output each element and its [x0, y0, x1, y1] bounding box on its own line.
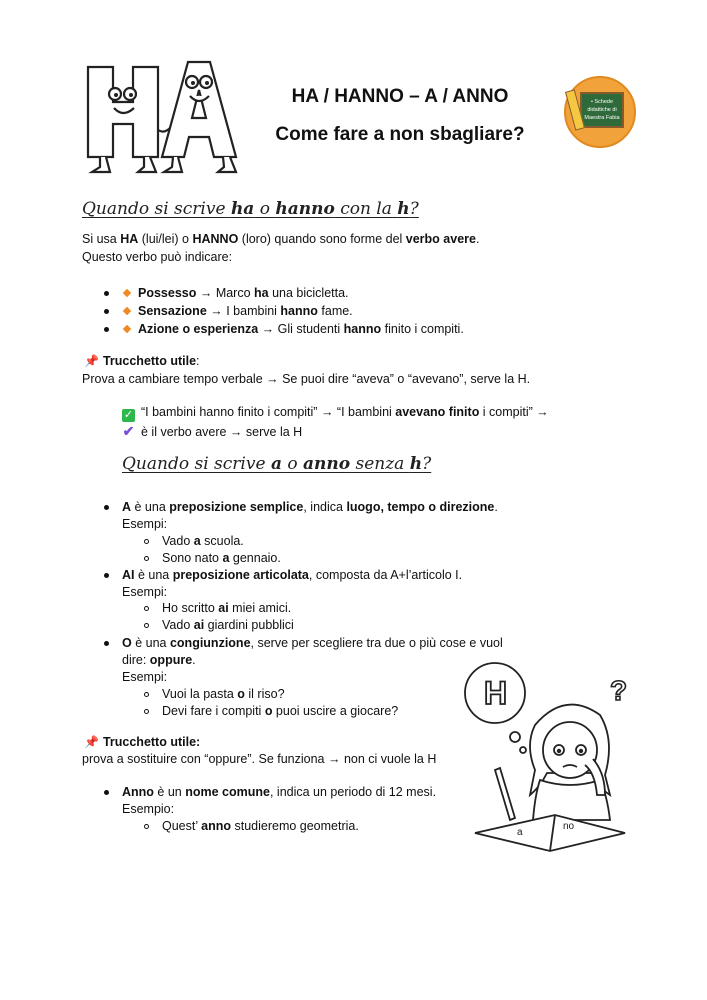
list-item-anno: Anno è un nome comune, indica un periodo di 12 mesi.	[122, 785, 437, 799]
list-item: Possesso → Marco ha una bicicletta.	[122, 284, 349, 302]
esempi-label: Esempi:	[122, 585, 168, 599]
diamond-icon	[123, 325, 131, 333]
pushpin-icon: 📌	[84, 354, 99, 368]
section-heading-with-h: Quando si scrive ha o hanno con la h?	[82, 199, 419, 219]
diamond-icon	[123, 307, 131, 315]
thought-letter: H	[484, 675, 508, 711]
sub-item: Vado a scuola.	[162, 534, 244, 548]
esempi-label: Esempi:	[122, 670, 168, 684]
sub-item: Vuoi la pasta o il riso?	[162, 687, 285, 701]
bullet	[104, 573, 109, 578]
bullet	[104, 641, 109, 646]
diamond-icon	[123, 289, 131, 297]
thinking-girl-illustration	[455, 655, 640, 855]
sub-bullet	[144, 556, 149, 561]
logo-board	[580, 92, 624, 128]
list-item-o: O è una congiunzione, serve per scegliere tra due o più cose e vuol	[122, 636, 503, 650]
sub-bullet	[144, 709, 149, 714]
intro-text-2: Questo verbo può indicare:	[82, 250, 233, 264]
tip-label-2: 📌 Trucchetto utile:	[84, 735, 201, 749]
notebook-word-2: no	[563, 821, 575, 832]
sub-item: Sono nato a gennaio.	[162, 551, 281, 565]
sub-item: Vado ai giardini pubblici	[162, 618, 294, 632]
logo-text-3: Maestra Fabia	[584, 115, 620, 121]
check-box-icon: ✓	[123, 409, 134, 421]
sub-bullet	[144, 606, 149, 611]
check-mark-icon: ✔	[122, 423, 135, 439]
logo-text-1: • Schede	[590, 99, 614, 105]
bullet	[104, 309, 109, 314]
page-subtitle: Come fare a non sbagliare?	[275, 124, 525, 145]
sub-bullet	[144, 539, 149, 544]
bullet	[104, 291, 109, 296]
intro-text: Si usa HA (lui/lei) o HANNO (loro) quando sono forme del verbo avere.	[82, 232, 480, 246]
logo	[564, 76, 636, 148]
sub-bullet	[144, 692, 149, 697]
notebook-word-1: a	[517, 827, 523, 838]
sub-item: Devi fare i compiti o puoi uscire a giocare?	[162, 704, 399, 718]
pushpin-icon: 📌	[84, 735, 99, 749]
list-item-ai: AI è una preposizione articolata, composta da A+l’articolo I.	[122, 568, 463, 582]
logo-text-2: didattiche di	[587, 107, 617, 113]
list-item: Azione o esperienza → Gli studenti hanno finito i compiti.	[122, 320, 464, 338]
page-title: HA / HANNO – A / ANNO	[291, 86, 509, 107]
sub-item: Ho scritto ai miei amici.	[162, 601, 292, 615]
esempi-label: Esempi:	[122, 517, 168, 531]
list-item-a: A è una preposizione semplice, indica luogo, tempo o direzione.	[122, 500, 498, 514]
tip-label: 📌 Trucchetto utile:	[84, 354, 200, 368]
list-item-o-continued: dire: oppure.	[122, 653, 196, 667]
tip-text-2: prova a sostituire con “oppure”. Se funziona → non ci vuole la H	[82, 752, 437, 766]
sub-item: Quest’ anno studieremo geometria.	[162, 819, 359, 833]
list-item: Sensazione → I bambini hanno fame.	[122, 302, 353, 320]
esempio-label: Esempio:	[122, 802, 175, 816]
section-heading-without-h: Quando si scrive a o anno senza h?	[122, 454, 432, 474]
sub-bullet	[144, 623, 149, 628]
tip-text: Prova a cambiare tempo verbale → Se puoi dire “aveva” o “avevano”, serve la H.	[82, 372, 531, 386]
bullet	[104, 327, 109, 332]
ha-letters-illustration	[78, 52, 238, 182]
bullet	[104, 505, 109, 510]
bullet	[104, 790, 109, 795]
example-line-2: ✔ è il verbo avere → serve la H	[122, 423, 303, 439]
pencil	[495, 768, 515, 820]
example-line-1: ✓ “I bambini hanno finito i compiti” → “I bambini avevano finito i compiti” →	[123, 405, 549, 421]
question-mark: ?	[610, 675, 628, 706]
sub-bullet	[144, 824, 149, 829]
